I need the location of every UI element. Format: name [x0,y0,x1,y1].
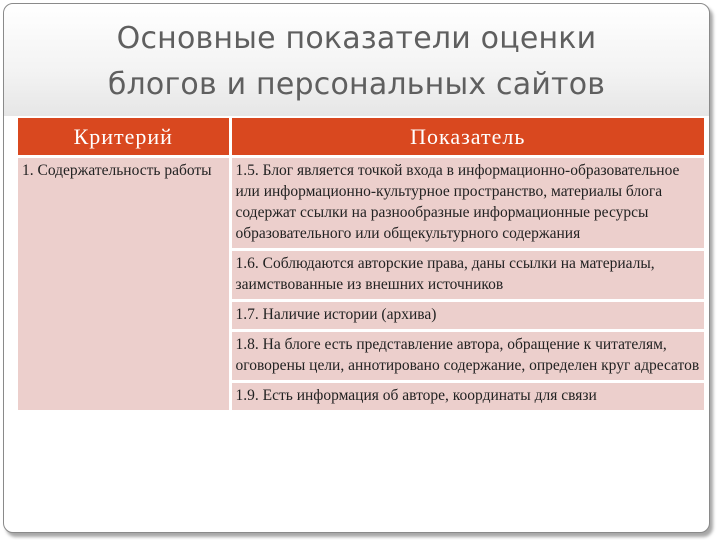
table-row [18,157,704,250]
header-criterion: Критерий [18,118,230,157]
indicator-cell: 1.5. Блог является точкой входа в информационно-образовательное или информационно-культурное пространство, материалы блога содержат ссылки на разнообразные информационные ресурсы образовательного или общекультурного содержания [230,157,704,250]
indicator-cell: 1.7. Наличие истории (архива) [230,301,704,331]
indicator-cell: 1.8. На блоге есть представление автора, обращение к читателям, оговорены цели, аннотировано содержание, определен круг адресатов [230,331,704,382]
indicator-cell: 1.9. Есть информация об авторе, координаты для связи [230,382,704,411]
criterion-cell: 1. Содержательность работы [18,157,230,411]
criteria-table [18,118,704,410]
table-header-row [18,118,704,157]
slide-frame [3,3,710,533]
header-indicator: Показатель [230,118,704,157]
slide-title: Основные показатели оценки блогов и персональных сайтов [107,21,606,102]
indicator-cell: 1.6. Соблюдаются авторские права, даны ссылки на материалы, заимствованные из внешних источников [230,250,704,301]
